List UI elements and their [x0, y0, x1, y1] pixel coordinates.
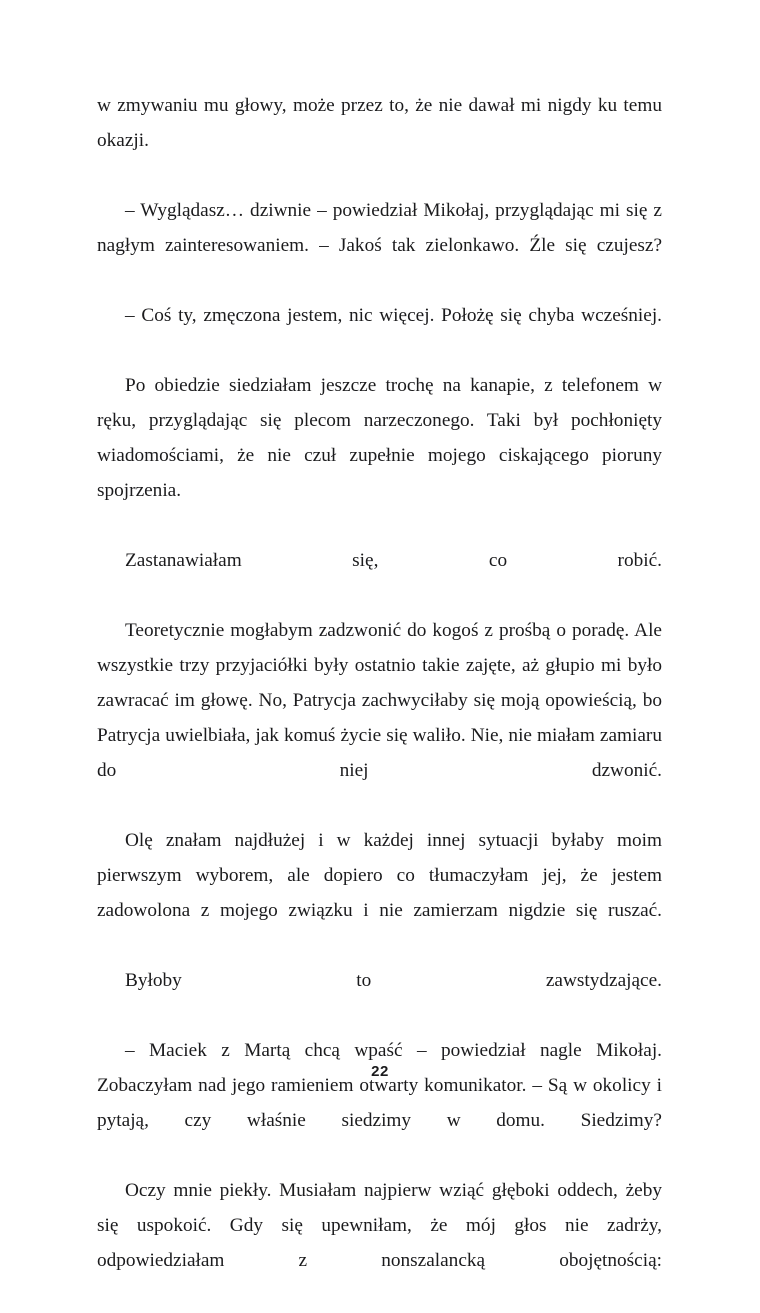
paragraph: w zmywaniu mu głowy, może przez to, że nie dawał mi nigdy ku temu okazji.	[97, 95, 662, 151]
page-body-text	[97, 88, 662, 1313]
paragraph: Zastanawiałam się, co robić.	[125, 550, 662, 571]
paragraph: Oczy mnie piekły. Musiałam najpierw wziąć głęboki oddech, żeby się uspokoić. Gdy się upewniłam, że mój głos nie zadrży, odpowiedziałam z nonszalancką obojętnością:	[97, 1180, 662, 1271]
paragraph: Byłoby to zawstydzające.	[125, 970, 662, 991]
paragraph: – Wyglądasz… dziwnie – powiedział Mikołaj, przyglądając mi się z nagłym zainteresowaniem. – Jakoś tak zielonkawo. Źle się czujesz?	[97, 200, 662, 256]
paragraph: Olę znałam najdłużej i w każdej innej sytuacji byłaby moim pierwszym wyborem, ale dopiero co tłumaczyłam jej, że jestem zadowolona z mojego związku i nie zamierzam nigdzie się ruszać.	[97, 830, 662, 921]
paragraph: – Coś ty, zmęczona jestem, nic więcej. Położę się chyba wcześniej.	[125, 305, 662, 326]
paragraph: Po obiedzie siedziałam jeszcze trochę na kanapie, z telefonem w ręku, przyglądając się plecom narzeczonego. Taki był pochłonięty wiadomościami, że nie czuł zupełnie mojego ciskającego pioruny spojrzenia.	[97, 375, 662, 501]
page-number: 22	[371, 1063, 389, 1080]
paragraph: Teoretycznie mogłabym zadzwonić do kogoś z prośbą o poradę. Ale wszystkie trzy przyjaciółki były ostatnio takie zajęte, aż głupio mi było zawracać im głowę. No, Patrycja zachwyciłaby się moją opowieścią, bo Patrycja uwielbiała, jak komuś życie się waliło. Nie, nie miałam zamiaru do niej dzwonić.	[97, 620, 662, 781]
paragraph: – Maciek z Martą chcą wpaść – powiedział nagle Mikołaj. Zobaczyłam nad jego ramieniem otwarty komunikator. – Są w okolicy i pytają, czy właśnie siedzimy w domu. Siedzimy?	[97, 1040, 662, 1131]
